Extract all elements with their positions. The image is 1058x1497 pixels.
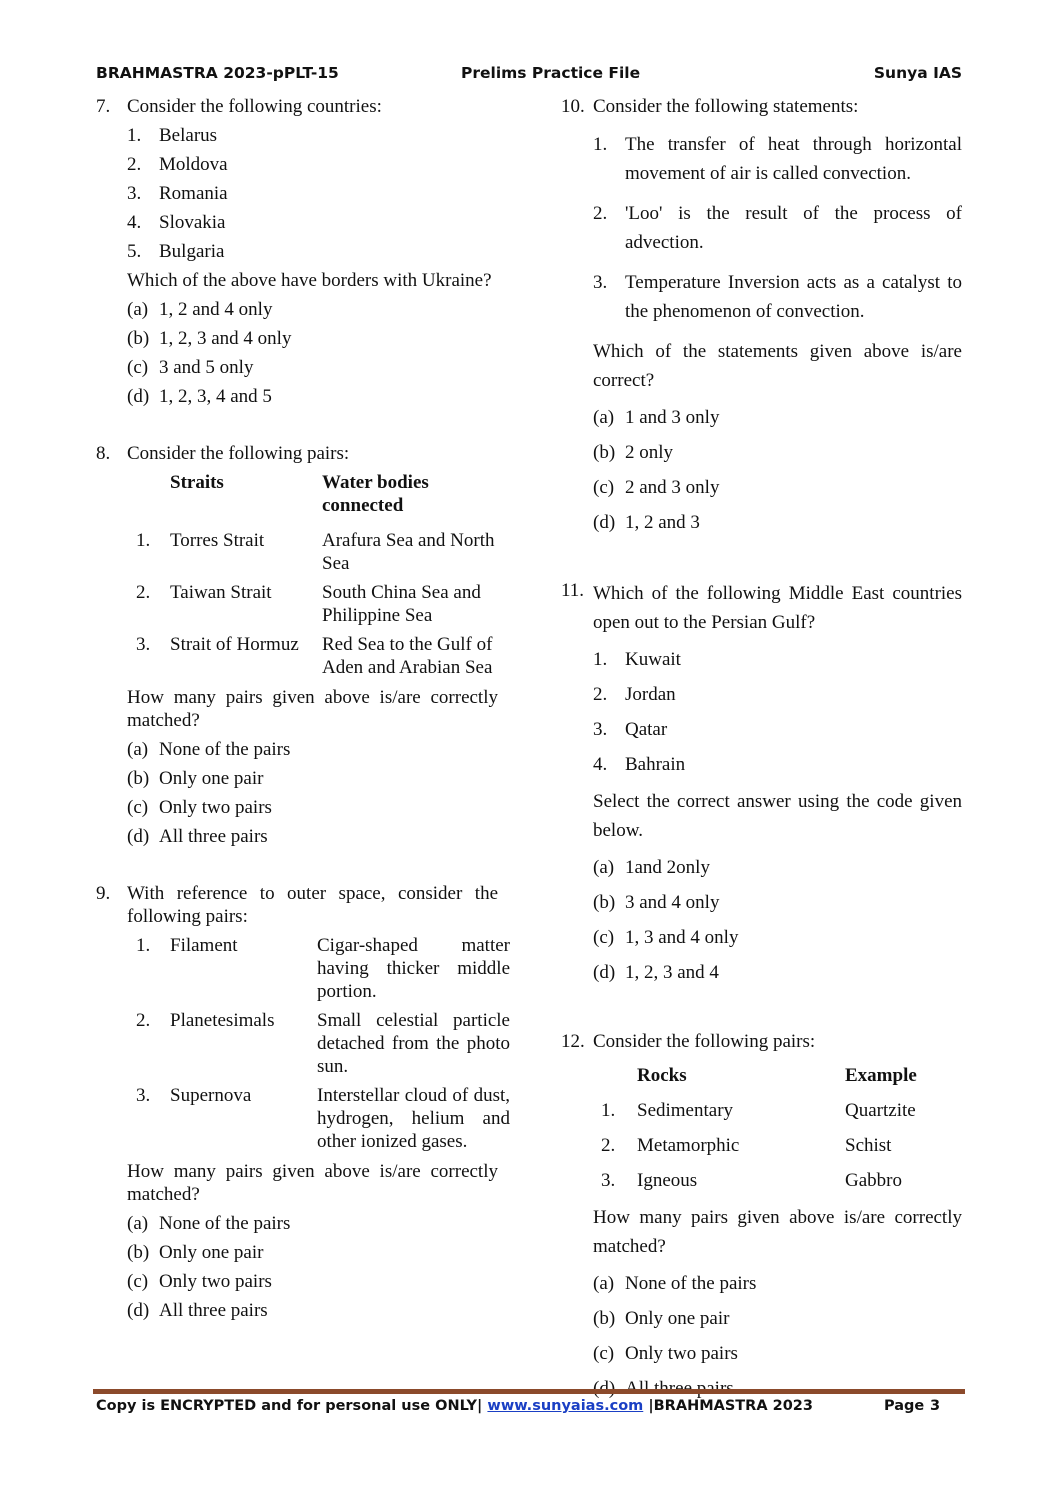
row-rock: Sedimentary [637,1100,734,1121]
list-item [593,268,962,326]
list-item [127,153,498,176]
item-number: 1. [593,134,608,155]
option-label: (d) [127,386,150,407]
column-header: Water bodies connected [322,472,429,516]
country-list [593,648,962,776]
column-header: Example [845,1065,917,1086]
row-water-bodies: South China Sea and Philippine Sea [322,582,481,626]
page-footer [96,1398,956,1414]
item-number: 5. [127,241,142,262]
row-rock: Igneous [637,1170,698,1191]
question-ask: Which of the above have borders with Ukraine? [127,270,492,291]
question-8 [96,442,498,848]
item-text: The transfer of heat through horizontal movement of air is called convection. [625,134,962,184]
row-description: Cigar-shaped matter having thicker middle portion. [317,935,510,1002]
item-number: 2. [593,684,608,705]
option-text: All three pairs [159,1300,268,1321]
list-item [593,683,962,706]
footer-divider [93,1389,965,1394]
row-number: 2. [601,1135,616,1156]
options [593,856,962,984]
table-row [601,1134,962,1169]
option-text: None of the pairs [159,1213,291,1234]
list-item [593,130,962,188]
question-text: Consider the following pairs: [593,1031,816,1052]
table-header-row [136,471,498,529]
pairs-table [136,471,498,679]
row-strait: Strait of Hormuz [170,634,299,655]
option-d[interactable] [127,825,498,848]
option-label: (a) [593,1273,615,1294]
option-b[interactable] [593,441,962,464]
option-text: 1, 2 and 3 [625,512,700,533]
statement-list [593,130,962,326]
item-number: 3. [593,719,608,740]
option-label: (b) [593,442,616,463]
option-a[interactable] [127,298,498,321]
option-text: All three pairs [159,826,268,847]
question-ask: Which of the statements given above is/are correct? [593,341,962,391]
table-row [136,934,510,1009]
question-ask: How many pairs given above is/are correctly matched? [127,687,498,731]
question-text: Consider the following statements: [593,96,859,117]
list-item [127,240,498,263]
option-text: 3 and 5 only [159,357,254,378]
option-label: (b) [593,892,616,913]
option-label: (c) [593,1343,615,1364]
row-number: 1. [136,530,151,551]
question-number: 7. [96,96,111,117]
row-term: Supernova [170,1085,252,1106]
table-header-row [601,1064,962,1099]
row-strait: Torres Strait [170,530,265,551]
list-item [593,199,962,257]
option-text: None of the pairs [625,1273,757,1294]
option-label: (d) [593,962,616,983]
item-text: Bahrain [625,754,686,775]
option-text: Only two pairs [625,1343,738,1364]
column-header: Straits [170,472,224,493]
item-text: Temperature Inversion acts as a catalyst to the phenomenon of convection. [625,272,962,322]
question-ask: Select the correct answer using the code given below. [593,791,962,841]
question-11 [561,579,962,984]
row-number: 2. [136,582,151,603]
item-text: 'Loo' is the result of the process of advection. [625,203,962,253]
option-text: Only one pair [625,1308,730,1329]
question-text: With reference to outer space, consider the following pairs: [127,883,498,927]
row-number: 1. [136,935,151,956]
option-label: (d) [127,1300,150,1321]
option-label: (a) [593,407,615,428]
row-description: Interstellar cloud of dust, hydrogen, helium and other ionized gases. [317,1085,510,1152]
option-label: (b) [593,1308,616,1329]
option-text: 1and 2only [625,857,710,878]
option-a[interactable] [593,406,962,429]
row-example: Quartzite [845,1100,916,1121]
option-a[interactable] [127,738,498,761]
option-text: 1, 2, 3 and 4 only [159,328,292,349]
item-text: Belarus [159,125,218,146]
option-a[interactable] [593,1272,962,1295]
option-d[interactable] [127,1299,498,1322]
item-text: Slovakia [159,212,226,233]
footer-copy-notice: Copy is ENCRYPTED and for personal use ONLY| [96,1398,483,1414]
header-center: Prelims Practice File [461,64,641,82]
option-text: 1, 2, 3 and 4 [625,962,719,983]
page-number: 3 [930,1398,941,1414]
question-text: Consider the following countries: [127,96,382,117]
option-c[interactable] [593,476,962,499]
table-row [136,633,498,679]
option-label: (b) [127,1242,150,1263]
option-b[interactable] [127,1241,498,1264]
option-a[interactable] [127,1212,498,1235]
item-number: 1. [127,125,142,146]
option-text: Only one pair [159,768,264,789]
row-number: 1. [601,1100,616,1121]
option-a[interactable] [593,856,962,879]
page-header [96,64,962,88]
list-item [127,182,498,205]
footer-brand: |BRAHMASTRA 2023 [648,1398,813,1414]
row-example: Gabbro [845,1170,902,1191]
question-number: 11. [561,580,585,601]
row-description: Small celestial particle detached from the photo sun. [317,1010,510,1077]
option-label: (a) [127,739,149,760]
option-text: 1 and 3 only [625,407,720,428]
option-label: (a) [127,299,149,320]
option-c[interactable] [127,1270,498,1293]
option-label: (c) [127,357,149,378]
item-text: Romania [159,183,228,204]
question-9 [96,882,510,1322]
item-text: Qatar [625,719,668,740]
column-header: Rocks [637,1065,687,1086]
options [593,406,962,534]
row-number: 3. [136,634,151,655]
option-label: (a) [593,857,615,878]
option-c[interactable] [127,356,498,379]
row-water-bodies: Red Sea to the Gulf of Aden and Arabian Sea [322,634,493,678]
item-number: 1. [593,649,608,670]
option-label: (d) [127,826,150,847]
option-label: (c) [593,927,615,948]
table-row [601,1099,962,1134]
option-text: None of the pairs [159,739,291,760]
item-text: Kuwait [625,649,681,670]
row-example: Schist [845,1135,892,1156]
option-d[interactable] [593,511,962,534]
question-number: 8. [96,443,111,464]
list-item [593,753,962,776]
item-number: 2. [593,203,608,224]
item-text: Jordan [625,684,676,705]
pairs-table [136,934,510,1153]
row-number: 3. [601,1170,616,1191]
option-text: Only two pairs [159,1271,272,1292]
question-10 [561,95,962,534]
question-ask: How many pairs given above is/are correctly matched? [593,1207,962,1257]
question-12 [561,1030,962,1400]
question-number: 10. [561,96,585,117]
option-b[interactable] [593,1307,962,1330]
item-number: 3. [593,272,608,293]
row-number: 3. [136,1085,151,1106]
option-label: (b) [127,768,150,789]
row-term: Filament [170,935,238,956]
row-term: Planetesimals [170,1010,275,1031]
question-ask: How many pairs given above is/are correctly matched? [127,1161,498,1205]
options [593,1272,962,1400]
question-text: Consider the following pairs: [127,443,350,464]
table-row [136,529,498,581]
option-text: 3 and 4 only [625,892,720,913]
row-strait: Taiwan Strait [170,582,272,603]
option-label: (b) [127,328,150,349]
option-label: (c) [127,1271,149,1292]
option-label: (c) [127,797,149,818]
question-number: 9. [96,883,111,904]
option-c[interactable] [127,796,498,819]
item-text: Moldova [159,154,228,175]
row-water-bodies: Arafura Sea and North Sea [322,530,495,574]
option-d[interactable] [127,385,498,408]
website-link[interactable]: www.sunyaias.com [487,1398,644,1414]
options [127,1212,498,1322]
item-number: 4. [127,212,142,233]
option-text: Only two pairs [159,797,272,818]
list-item [593,648,962,671]
option-b[interactable] [127,767,498,790]
option-label: (d) [593,512,616,533]
table-row [601,1169,962,1192]
table-row [136,1009,510,1084]
option-text: Only one pair [159,1242,264,1263]
options [127,298,498,408]
left-column [96,95,510,1322]
question-text: Which of the following Middle East countries open out to the Persian Gulf? [593,583,962,633]
item-number: 2. [127,154,142,175]
list-item [127,211,498,234]
item-number: 3. [127,183,142,204]
country-list [127,124,498,263]
header-left: BRAHMASTRA 2023-pPLT-15 [96,64,339,82]
table-row [136,581,498,633]
option-text: 1, 2, 3, 4 and 5 [159,386,272,407]
question-number: 12. [561,1031,585,1052]
option-c[interactable] [593,926,962,949]
question-7 [96,95,498,408]
option-text: 2 and 3 only [625,477,720,498]
pairs-table [601,1064,962,1192]
list-item [127,124,498,147]
option-text: 2 only [625,442,674,463]
row-rock: Metamorphic [637,1135,740,1156]
list-item [593,718,962,741]
page-number-label: Page [884,1398,925,1414]
option-c[interactable] [593,1342,962,1365]
option-b[interactable] [127,327,498,350]
option-label: (a) [127,1213,149,1234]
item-number: 4. [593,754,608,775]
header-right: Sunya IAS [873,64,962,82]
option-b[interactable] [593,891,962,914]
table-row [136,1084,510,1153]
option-text: 1, 2 and 4 only [159,299,273,320]
row-number: 2. [136,1010,151,1031]
option-text: 1, 3 and 4 only [625,927,739,948]
right-column [561,95,962,1400]
option-label: (c) [593,477,615,498]
options [127,738,498,848]
option-d[interactable] [593,961,962,984]
item-text: Bulgaria [159,241,225,262]
